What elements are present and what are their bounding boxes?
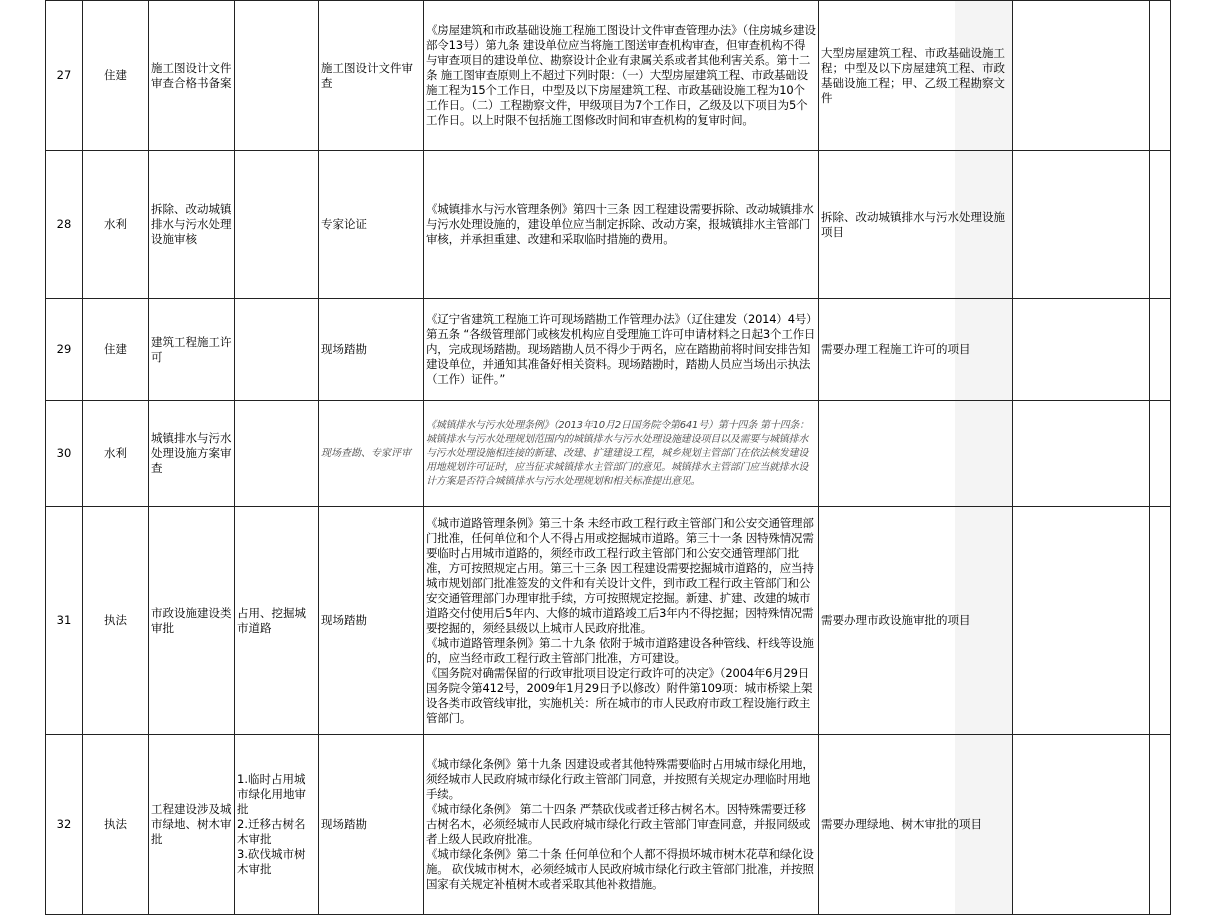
- item-name-cell[interactable]: 建筑工程施工许可: [149, 299, 235, 401]
- method-cell[interactable]: 现场查勘、专家评审: [319, 401, 424, 507]
- department-cell[interactable]: 执法: [83, 735, 149, 915]
- empty-cell[interactable]: [1013, 151, 1150, 299]
- table-row: [46, 1, 1171, 151]
- sub-item-cell[interactable]: [235, 1, 319, 151]
- table-row: [46, 735, 1171, 915]
- scope-cell[interactable]: 需要办理绿地、树木审批的项目: [819, 735, 1013, 915]
- sub-item-cell[interactable]: [235, 401, 319, 507]
- empty-cell[interactable]: [1150, 1, 1171, 151]
- method-cell[interactable]: 专家论证: [319, 151, 424, 299]
- empty-cell[interactable]: [1150, 735, 1171, 915]
- item-name-cell[interactable]: 施工图设计文件审查合格书备案: [149, 1, 235, 151]
- legal-basis-cell[interactable]: 《辽宁省建筑工程施工许可现场踏勘工作管理办法》（辽住建发（2014）4号）第五条 “各级管理部门或核发机构应自受理施工许可申请材料之日起3个工作日内，完成现场踏勘。现场踏勘人员不得少于两名，应在踏勘前将时间安排告知建设单位，并通知其准备好相关资料。现场踏勘时，踏勘人员应当场出示执法（工作）证件。”: [424, 299, 819, 401]
- table-row: [46, 299, 1171, 401]
- empty-cell[interactable]: [1150, 507, 1171, 735]
- row-number[interactable]: 32: [46, 735, 83, 915]
- legal-basis-cell[interactable]: 《房屋建筑和市政基础设施工程施工图设计文件审查管理办法》（住房城乡建设部令13号）第九条 建设单位应当将施工图送审查机构审查，但审查机构不得与审查项目的建设单位、勘察设计企业有隶属关系或者其他利害关系。第十二条 施工图审查原则上不超过下列时限：（一）大型房屋建筑工程、市政基础设施工程为15个工作日，中型及以下房屋建筑工程、市政基础设施工程为10个工作日。（二）工程勘察文件，甲级项目为7个工作日，乙级及以下项目为5个工作日。以上时限不包括施工图修改时间和审查机构的复审时间。: [424, 1, 819, 151]
- item-name-cell[interactable]: 拆除、改动城镇排水与污水处理设施审核: [149, 151, 235, 299]
- approval-items-table: [45, 0, 1171, 915]
- table-row: [46, 507, 1171, 735]
- table-row: [46, 401, 1171, 507]
- sub-item-cell[interactable]: [235, 299, 319, 401]
- legal-basis-cell[interactable]: 《城镇排水与污水管理条例》第四十三条 因工程建设需要拆除、改动城镇排水与污水处理设施的，建设单位应当制定拆除、改动方案，报城镇排水主管部门审核，并承担重建、改建和采取临时措施的费用。: [424, 151, 819, 299]
- row-number[interactable]: 29: [46, 299, 83, 401]
- method-cell[interactable]: 现场踏勘: [319, 735, 424, 915]
- table-row: [46, 151, 1171, 299]
- method-cell[interactable]: 施工图设计文件审查: [319, 1, 424, 151]
- department-cell[interactable]: 水利: [83, 401, 149, 507]
- empty-cell[interactable]: [1013, 1, 1150, 151]
- department-cell[interactable]: 住建: [83, 1, 149, 151]
- legal-basis-cell[interactable]: 《城市绿化条例》第十九条 因建设或者其他特殊需要临时占用城市绿化用地，须经城市人民政府城市绿化行政主管部门同意，并按照有关规定办理临时用地手续。 《城市绿化条例》 第二十四条 严禁砍伐或者迁移古树名木。因特殊需要迁移古树名木，必须经城市人民政府城市绿化行政主管部门审查同意，并报同级或者上级人民政府批准。 《城市绿化条例》第二十条 任何单位和个人都不得损坏城市树木花草和绿化设施。 砍伐城市树木，必须经城市人民政府城市绿化行政主管部门批准，并按照国家有关规定补植树木或者采取其他补救措施。: [424, 735, 819, 915]
- department-cell[interactable]: 执法: [83, 507, 149, 735]
- method-cell[interactable]: 现场踏勘: [319, 507, 424, 735]
- scope-cell[interactable]: 需要办理工程施工许可的项目: [819, 299, 1013, 401]
- item-name-cell[interactable]: 市政设施建设类审批: [149, 507, 235, 735]
- scope-cell[interactable]: [819, 401, 1013, 507]
- item-name-cell[interactable]: 城镇排水与污水处理设施方案审查: [149, 401, 235, 507]
- empty-cell[interactable]: [1150, 401, 1171, 507]
- empty-cell[interactable]: [1013, 401, 1150, 507]
- method-cell[interactable]: 现场踏勘: [319, 299, 424, 401]
- row-number[interactable]: 30: [46, 401, 83, 507]
- department-cell[interactable]: 水利: [83, 151, 149, 299]
- empty-cell[interactable]: [1013, 299, 1150, 401]
- scope-cell[interactable]: 需要办理市政设施审批的项目: [819, 507, 1013, 735]
- legal-basis-cell[interactable]: 《城市道路管理条例》第三十条 未经市政工程行政主管部门和公安交通管理部门批准，任何单位和个人不得占用或挖掘城市道路。第三十一条 因特殊情况需要临时占用城市道路的，须经市政工程行政主管部门和公安交通管理部门批准，方可按照规定占用。第三十三条 因工程建设需要挖掘城市道路的，应当持城市规划部门批准签发的文件和有关设计文件，到市政工程行政主管部门和公安交通管理部门办理审批手续，方可按照规定挖掘。新建、扩建、改建的城市道路交付使用后5年内、大修的城市道路竣工后3年内不得挖掘；因特殊情况需要挖掘的，须经县级以上城市人民政府批准。 《城市道路管理条例》第二十九条 依附于城市道路建设各种管线、杆线等设施的，应当经市政工程行政主管部门批准，方可建设。 《国务院对确需保留的行政审批项目设定行政许可的决定》（2004年6月29日国务院令第412号，2009年1月29日予以修改）附件第109项：城市桥梁上架设各类市政管线审批，实施机关：所在城市的市人民政府市政工程设施行政主管部门。: [424, 507, 819, 735]
- sub-item-cell[interactable]: 占用、挖掘城市道路: [235, 507, 319, 735]
- empty-cell[interactable]: [1150, 299, 1171, 401]
- sub-item-cell[interactable]: [235, 151, 319, 299]
- sub-item-cell[interactable]: 1.临时占用城市绿化用地审批 2.迁移古树名木审批 3.砍伐城市树木审批: [235, 735, 319, 915]
- item-name-cell[interactable]: 工程建设涉及城市绿地、树木审批: [149, 735, 235, 915]
- row-number[interactable]: 28: [46, 151, 83, 299]
- department-cell[interactable]: 住建: [83, 299, 149, 401]
- empty-cell[interactable]: [1013, 507, 1150, 735]
- legal-basis-cell[interactable]: 《城镇排水与污水处理条例》（2013年10月2日国务院令第641号）第十四条 第十四条：城镇排水与污水处理规划范围内的城镇排水与污水处理设施建设项目以及需要与城镇排水与污水处理设施相连接的新建、改建、扩建建设工程，城乡规划主管部门在依法核发建设用地规划许可证时，应当征求城镇排水主管部门的意见。城镇排水主管部门应当就排水设计方案是否符合城镇排水与污水处理规划和相关标准提出意见。: [424, 401, 819, 507]
- scope-cell[interactable]: 拆除、改动城镇排水与污水处理设施项目: [819, 151, 1013, 299]
- empty-cell[interactable]: [1013, 735, 1150, 915]
- row-number[interactable]: 27: [46, 1, 83, 151]
- scope-cell[interactable]: 大型房屋建筑工程、市政基础设施工程；中型及以下房屋建筑工程、市政基础设施工程；甲、乙级工程勘察文件: [819, 1, 1013, 151]
- empty-cell[interactable]: [1150, 151, 1171, 299]
- row-number[interactable]: 31: [46, 507, 83, 735]
